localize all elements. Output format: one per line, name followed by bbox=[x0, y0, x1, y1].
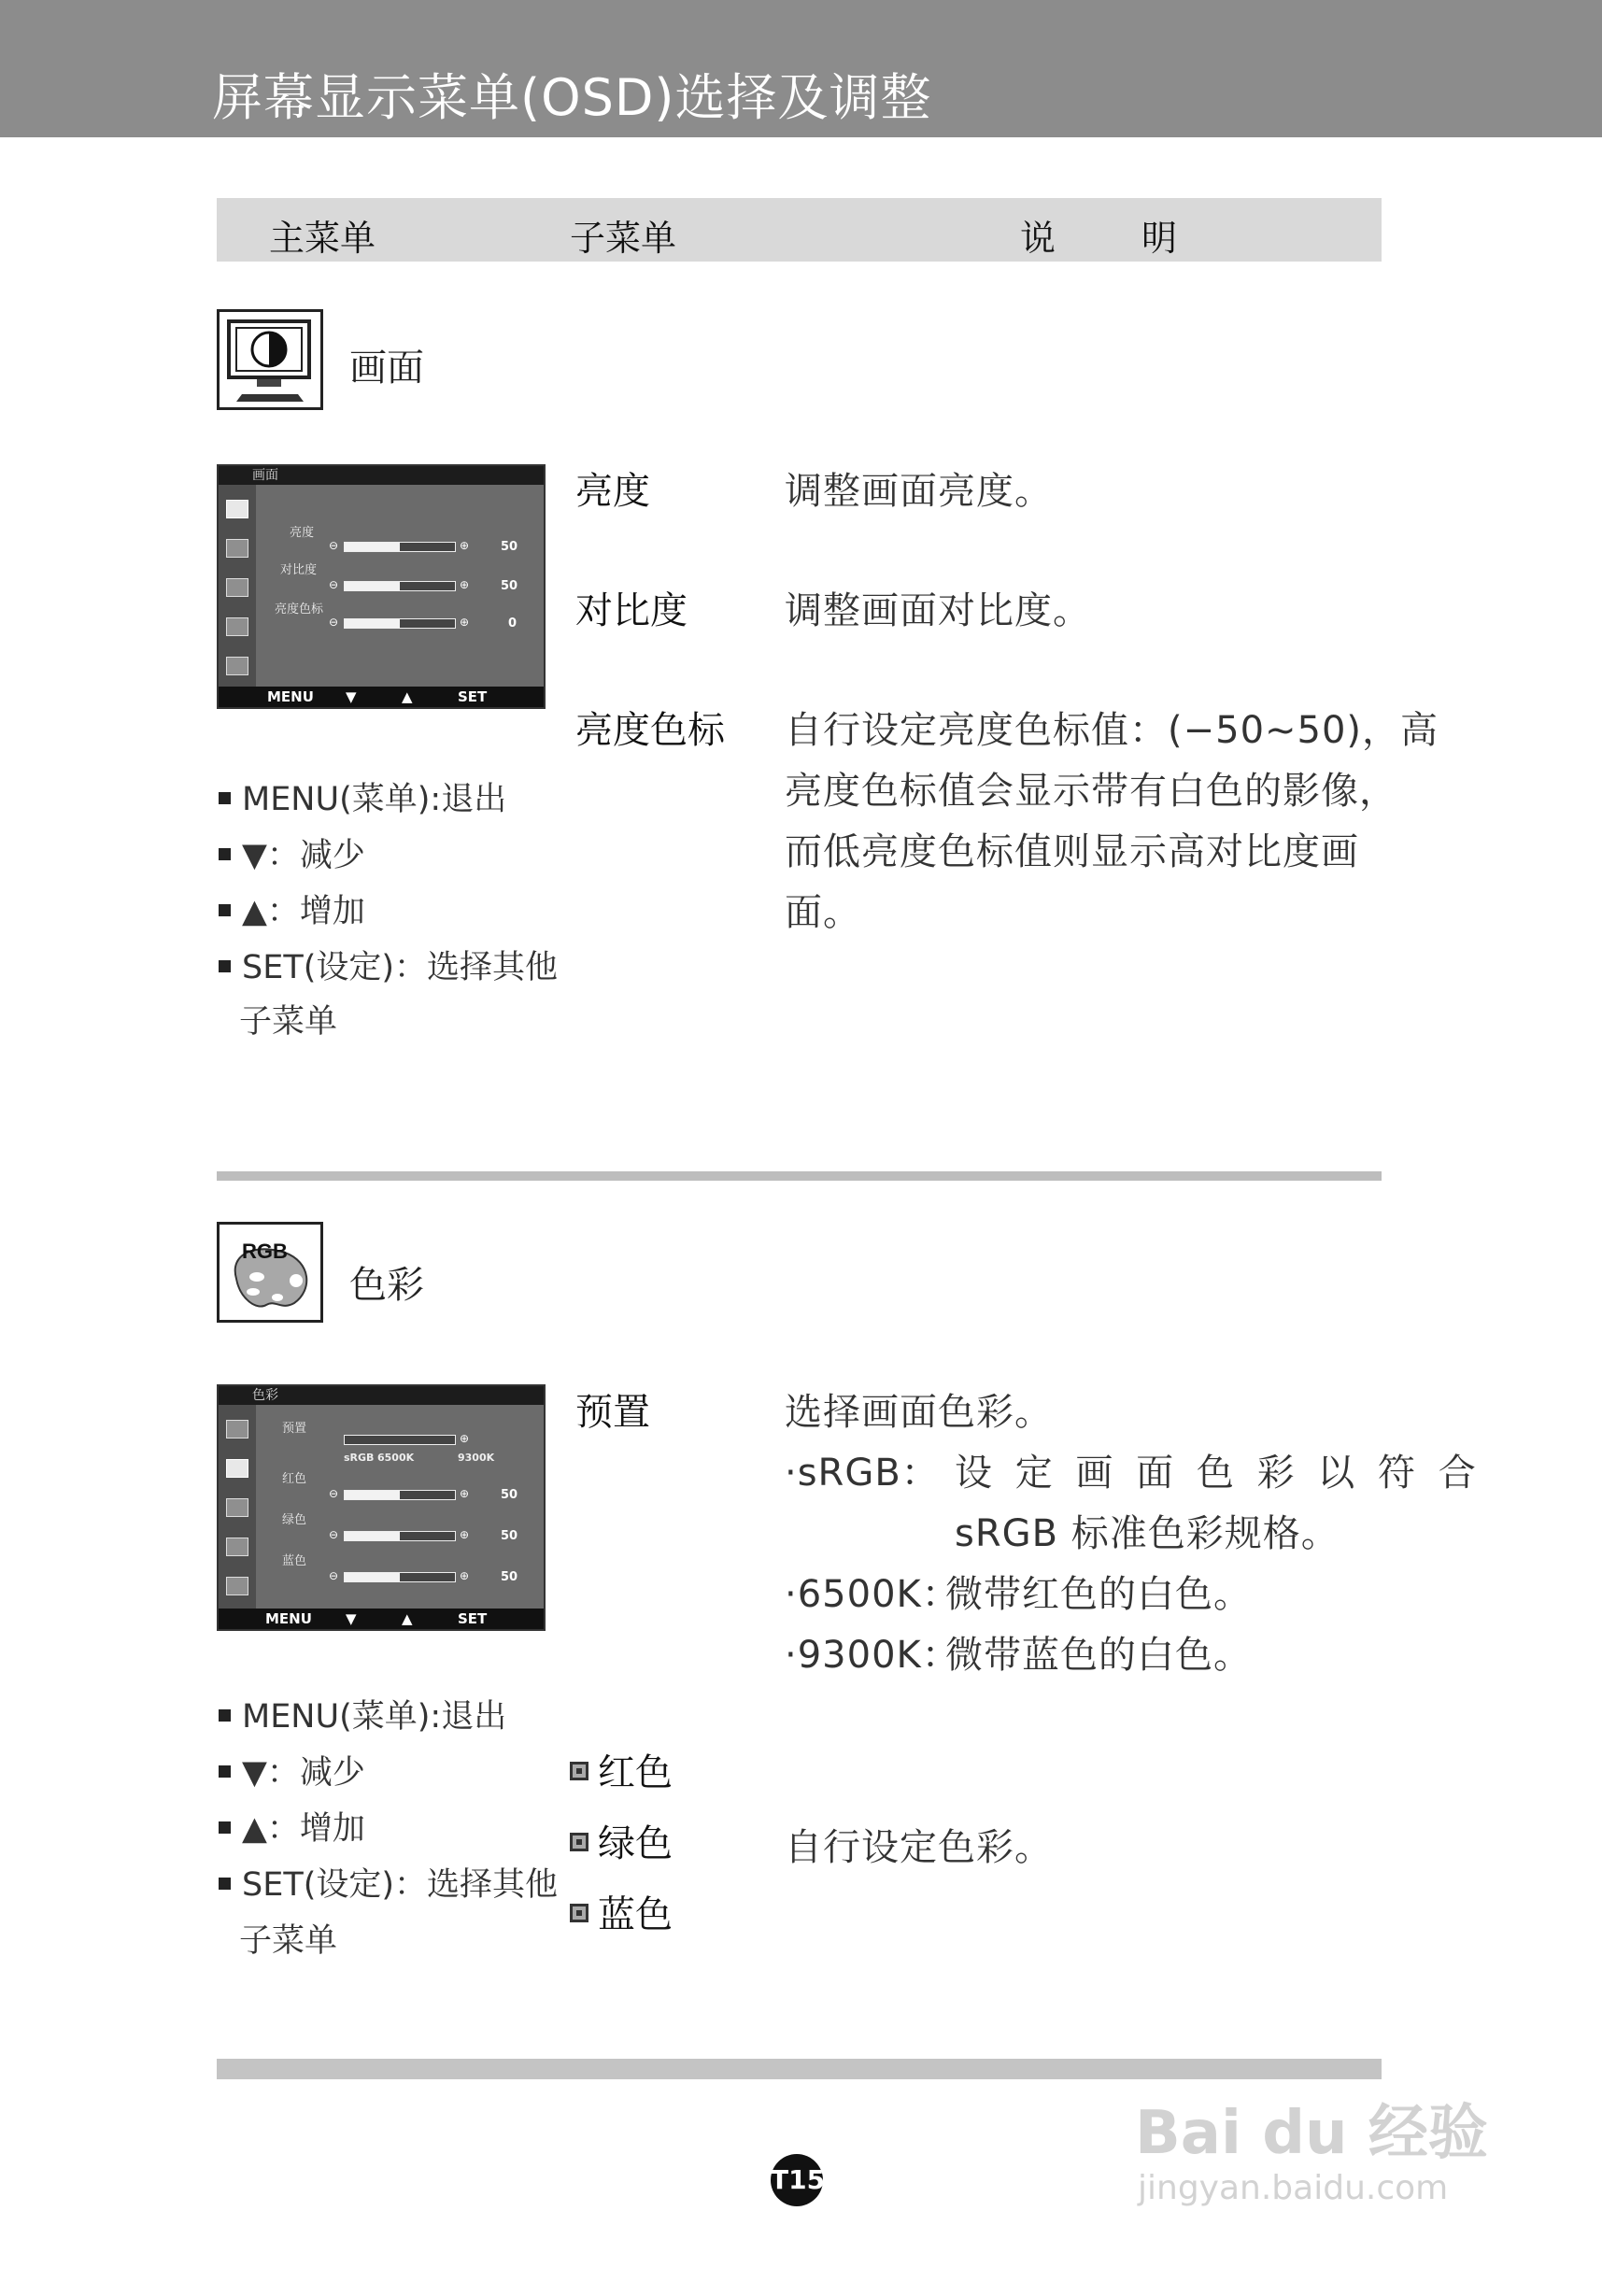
blue-swatch-icon bbox=[570, 1904, 588, 1922]
osd-picture-screenshot bbox=[217, 464, 546, 709]
osd-title: 画面 bbox=[219, 466, 544, 485]
watermark-url: jingyan.baidu.com bbox=[1138, 2169, 1449, 2207]
section-title-color: 色彩 bbox=[349, 1264, 424, 1307]
osd-value-brightness: 50 bbox=[501, 540, 518, 554]
osd-footer bbox=[219, 1609, 544, 1629]
osd-bar-green bbox=[344, 1531, 456, 1541]
osd-up-key: ▲ bbox=[402, 688, 413, 705]
bullet-square-icon bbox=[219, 1709, 231, 1722]
bullet-down: ▼：减少 bbox=[219, 1747, 365, 1793]
preset-6500k-text: 微带红色的白色。 bbox=[945, 1573, 1252, 1616]
item-blue: 蓝色 bbox=[570, 1885, 673, 1938]
osd-down-key: ▼ bbox=[346, 1610, 357, 1627]
osd-bar-red bbox=[344, 1490, 456, 1500]
item-green: 绿色 bbox=[570, 1814, 673, 1867]
desc-gamma-line-3: 而低亮度色标值则显示高对比度画 bbox=[785, 830, 1359, 873]
section-divider bbox=[217, 1171, 1382, 1181]
bullet-square-icon bbox=[219, 1821, 231, 1834]
position-tab-icon bbox=[226, 1498, 248, 1517]
desc-channels: 自行设定色彩。 bbox=[785, 1826, 1053, 1869]
bullet-square-icon bbox=[219, 904, 231, 916]
osd-title: 色彩 bbox=[219, 1386, 544, 1405]
minus-icon: ⊖ bbox=[329, 578, 339, 591]
rgb-palette-icon bbox=[217, 1222, 323, 1323]
column-header bbox=[217, 198, 1382, 262]
bullet-square-icon bbox=[219, 1878, 231, 1890]
minus-icon: ⊖ bbox=[329, 616, 339, 629]
osd-bar-gamma bbox=[344, 618, 456, 629]
osd-value-red: 50 bbox=[501, 1488, 518, 1502]
item-contrast: 对比度 bbox=[575, 589, 688, 632]
item-red: 红色 bbox=[570, 1743, 673, 1796]
osd-value-blue: 50 bbox=[501, 1570, 518, 1584]
preset-srgb-text: 设 定 画 面 色 彩 以 符 合 bbox=[955, 1452, 1481, 1495]
color-tab-icon bbox=[226, 539, 248, 558]
minus-icon: ⊖ bbox=[329, 1487, 339, 1500]
osd-label-green: 绿色 bbox=[282, 1513, 307, 1527]
bullet-menu: MENU(菜单):退出 bbox=[219, 773, 506, 820]
bullet-square-icon bbox=[219, 1765, 231, 1778]
picture-tab-icon bbox=[226, 1420, 248, 1439]
gear-icon bbox=[226, 657, 248, 675]
preset-6500k-key: ·6500K： bbox=[785, 1573, 960, 1616]
item-brightness: 亮度 bbox=[575, 470, 650, 513]
osd-preset-srgb: sRGB bbox=[344, 1452, 375, 1464]
bullet-down: ▼：减少 bbox=[219, 829, 365, 876]
osd-preset-9300k: 9300K bbox=[458, 1452, 495, 1464]
item-preset: 预置 bbox=[575, 1391, 650, 1434]
col-main-menu: 主菜单 bbox=[269, 218, 376, 259]
col-desc-2: 明 bbox=[1141, 218, 1178, 259]
setup-tab-icon bbox=[226, 617, 248, 636]
osd-value-green: 50 bbox=[501, 1529, 518, 1543]
osd-set-key: SET bbox=[458, 1610, 488, 1627]
osd-down-key: ▼ bbox=[346, 688, 357, 705]
desc-preset: 选择画面色彩。 bbox=[785, 1391, 1053, 1434]
color-tab-icon bbox=[226, 1459, 248, 1478]
osd-bar-fill bbox=[345, 1573, 400, 1581]
plus-icon: ⊕ bbox=[460, 1487, 470, 1500]
col-sub-menu: 子菜单 bbox=[570, 218, 677, 259]
section-divider bbox=[217, 2059, 1382, 2079]
section-title-picture: 画面 bbox=[349, 347, 424, 390]
osd-preset-6500k: 6500K bbox=[377, 1452, 415, 1464]
preset-9300k-key: ·9300K： bbox=[785, 1634, 960, 1677]
item-gamma: 亮度色标 bbox=[575, 709, 725, 752]
osd-label-blue: 蓝色 bbox=[282, 1554, 307, 1568]
preset-srgb-text-2: sRGB 标准色彩规格。 bbox=[955, 1512, 1340, 1555]
monitor-icon bbox=[217, 309, 323, 410]
osd-value-gamma: 0 bbox=[508, 617, 517, 631]
plus-icon: ⊕ bbox=[460, 1569, 470, 1582]
page-number: T15 bbox=[771, 2154, 823, 2206]
bullet-set: SET(设定)：选择其他 bbox=[219, 942, 558, 988]
page-title: 屏幕显示菜单(OSD)选择及调整 bbox=[212, 68, 932, 127]
bullet-up: ▲：增加 bbox=[219, 886, 365, 932]
green-swatch-icon bbox=[570, 1833, 588, 1851]
osd-side-menu bbox=[219, 485, 256, 687]
preset-9300k-text: 微带蓝色的白色。 bbox=[945, 1634, 1252, 1677]
desc-contrast: 调整画面对比度。 bbox=[785, 589, 1091, 632]
osd-bar-fill bbox=[345, 582, 400, 590]
osd-up-key: ▲ bbox=[402, 1610, 413, 1627]
minus-icon: ⊖ bbox=[329, 1528, 339, 1541]
watermark-brand: Bai du 经验 bbox=[1135, 2099, 1488, 2168]
bullet-set-cont: 子菜单 bbox=[239, 1003, 338, 1041]
bullet-set-cont: 子菜单 bbox=[239, 1922, 338, 1960]
plus-icon: ⊕ bbox=[460, 1432, 470, 1445]
plus-icon: ⊕ bbox=[460, 539, 470, 552]
osd-bar-fill bbox=[345, 619, 400, 628]
col-desc-1: 说 bbox=[1020, 218, 1056, 259]
osd-value-contrast: 50 bbox=[501, 579, 518, 593]
osd-bar-preset bbox=[344, 1435, 456, 1445]
osd-bar-fill bbox=[345, 1532, 400, 1540]
osd-bar-blue bbox=[344, 1572, 456, 1582]
svg-text:RGB: RGB bbox=[242, 1240, 288, 1263]
preset-srgb-key: ·sRGB： bbox=[785, 1452, 940, 1495]
minus-icon: ⊖ bbox=[329, 539, 339, 552]
osd-color-screenshot bbox=[217, 1384, 546, 1631]
osd-menu-key: MENU bbox=[265, 1610, 312, 1627]
desc-gamma-line-4: 面。 bbox=[785, 891, 861, 934]
bullet-square-icon bbox=[219, 848, 231, 860]
minus-icon: ⊖ bbox=[329, 1569, 339, 1582]
osd-side-menu bbox=[219, 1405, 256, 1609]
bullet-up: ▲：增加 bbox=[219, 1803, 365, 1850]
gear-icon bbox=[226, 1577, 248, 1595]
desc-brightness: 调整画面亮度。 bbox=[785, 470, 1053, 513]
desc-gamma-line-1: 自行设定亮度色标值：(−50~50)，高 bbox=[785, 709, 1439, 752]
red-swatch-icon bbox=[570, 1762, 588, 1780]
osd-label-contrast: 对比度 bbox=[280, 563, 318, 577]
osd-footer bbox=[219, 687, 544, 707]
desc-gamma-line-2: 亮度色标值会显示带有白色的影像， bbox=[785, 770, 1397, 813]
plus-icon: ⊕ bbox=[460, 578, 470, 591]
plus-icon: ⊕ bbox=[460, 1528, 470, 1541]
bullet-menu: MENU(菜单):退出 bbox=[219, 1691, 506, 1737]
osd-bar-contrast bbox=[344, 581, 456, 591]
osd-bar-brightness bbox=[344, 542, 456, 552]
osd-label-gamma: 亮度色标 bbox=[275, 602, 324, 617]
osd-bar-fill bbox=[345, 1491, 400, 1499]
picture-tab-icon bbox=[226, 500, 248, 518]
plus-icon: ⊕ bbox=[460, 616, 470, 629]
bullet-set: SET(设定)：选择其他 bbox=[219, 1859, 558, 1906]
osd-set-key: SET bbox=[458, 688, 488, 705]
osd-bar-fill bbox=[345, 543, 400, 551]
bullet-square-icon bbox=[219, 960, 231, 972]
bullet-square-icon bbox=[219, 792, 231, 804]
osd-menu-key: MENU bbox=[267, 688, 314, 705]
setup-tab-icon bbox=[226, 1538, 248, 1556]
position-tab-icon bbox=[226, 578, 248, 597]
osd-label-preset: 预置 bbox=[282, 1422, 307, 1436]
osd-label-brightness: 亮度 bbox=[290, 526, 315, 540]
osd-label-red: 红色 bbox=[282, 1472, 307, 1486]
